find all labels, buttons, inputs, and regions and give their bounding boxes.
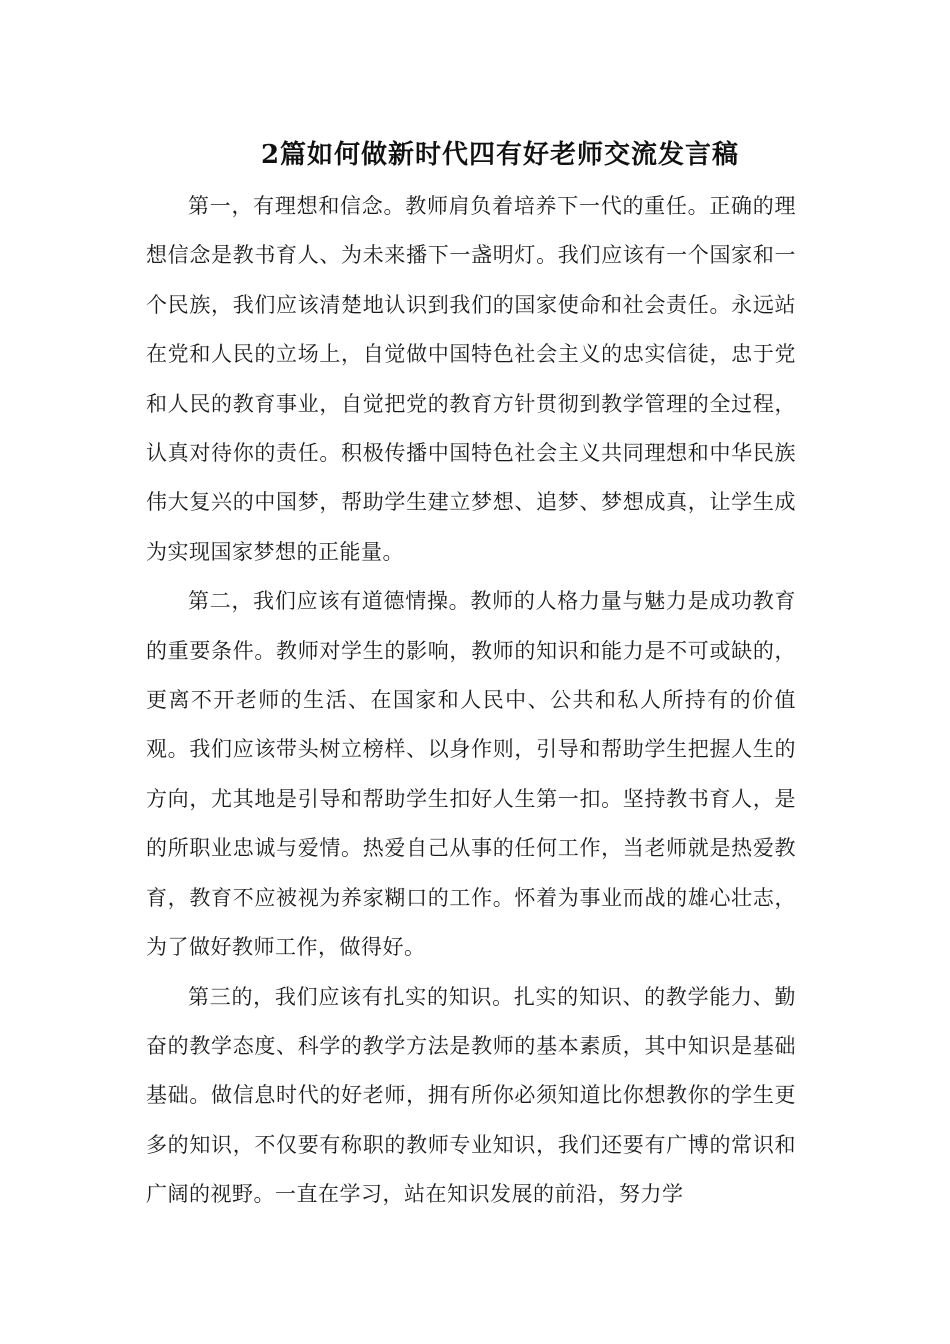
paragraph-2: 第二，我们应该有道德情操。教师的人格力量与魅力是成功教育的重要条件。教师对学生的影响，教师的知识和能力是不可或缺的，更离不开老师的生活、在国家和人民中、公共和私人所持有的价值观。我们应该带头树立榜样、以身作则，引导和帮助学生把握人生的方向，尤其地是引导和帮助学生扣好人生第一扣。坚持教书育人，是的所职业忠诚与爱情。热爱自己从事的任何工作，当老师就是热爱教育，教育不应被视为养家糊口的工作。怀着为事业而战的雄心壮志，为了做好教师工作，做得好。 xyxy=(146,589,796,960)
paragraph-3: 第三的，我们应该有扎实的知识。扎实的知识、的教学能力、勤奋的教学态度、科学的教学方法是教师的基本素质，其中知识是基础基础。做信息时代的好老师，拥有所你必须知道比你想教你的学生更多的知识，不仅要有称职的教师专业知识，我们还要有广博的常识和广阔的视野。一直在学习，站在知识发展的前沿，努力学 xyxy=(146,984,796,1207)
document-title: 2篇如何做新时代四有好老师交流发言稿 xyxy=(260,140,740,170)
paragraph-1: 第一，有理想和信念。教师肩负着培养下一代的重任。正确的理想信念是教书育人、为未来播下一盏明灯。我们应该有一个国家和一个民族，我们应该清楚地认识到我们的国家使命和社会责任。永远站在党和人民的立场上，自觉做中国特色社会主义的忠实信徒，忠于党和人民的教育事业，自觉把党的教育方针贯彻到教学管理的全过程，认真对待你的责任。积极传播中国特色社会主义共同理想和中华民族伟大复兴的中国梦，帮助学生建立梦想、追梦、梦想成真，让学生成为实现国家梦想的正能量。 xyxy=(146,194,796,564)
document-body xyxy=(146,182,796,1220)
